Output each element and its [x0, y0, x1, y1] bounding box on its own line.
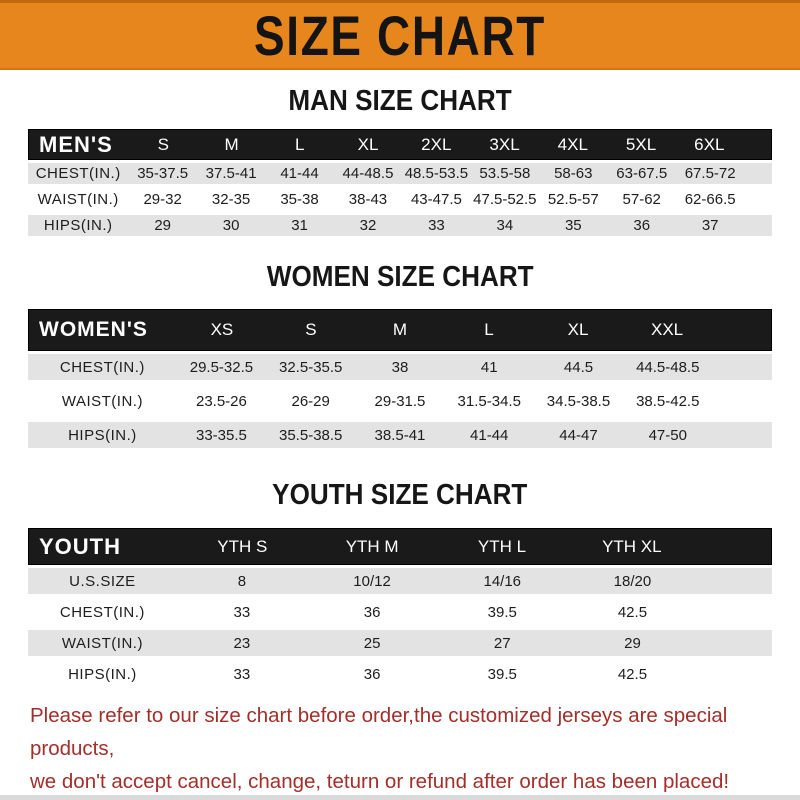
size-value-cell: 35-37.5 — [137, 165, 189, 182]
table-row — [28, 422, 772, 448]
size-column-header: YTH L — [477, 536, 527, 556]
table-header-bar — [28, 129, 772, 160]
size-column-header: 6XL — [694, 134, 725, 154]
size-value-cell: 33 — [233, 603, 251, 621]
size-value-cell: 33 — [233, 665, 251, 683]
size-value-cell: 44.5 — [563, 358, 594, 376]
size-value-cell: 10/12 — [353, 572, 391, 590]
table-row — [28, 354, 772, 380]
table-header-bar — [28, 309, 772, 351]
table-corner-label: YOUTH — [39, 533, 121, 559]
size-value-cell: 41-44 — [280, 165, 319, 182]
size-value-cell: 34 — [496, 217, 514, 234]
size-value-cell: 8 — [237, 572, 247, 590]
table-corner-label: MEN'S — [39, 131, 113, 157]
size-value-cell: 38 — [391, 358, 409, 376]
size-value-cell: 42.5 — [617, 603, 648, 621]
size-value-cell: 44.5-48.5 — [636, 358, 700, 376]
size-column-header: 2XL — [421, 134, 452, 154]
size-value-cell: 23.5-26 — [195, 392, 247, 410]
size-value-cell: 67.5-72 — [684, 165, 736, 182]
table-row — [28, 163, 772, 184]
note-line-2: we don't accept cancel, change, teturn or refund after order has been placed! — [30, 770, 730, 794]
youth-section-heading-text: YOUTH SIZE CHART — [272, 479, 528, 511]
men-section-heading-text: MAN SIZE CHART — [288, 85, 512, 117]
row-label: WAIST(IN.) — [37, 191, 119, 208]
row-label: CHEST(IN.) — [59, 603, 145, 621]
size-value-cell: 25 — [363, 634, 381, 652]
women-size-table — [28, 309, 772, 448]
women-section-heading-text: WOMEN SIZE CHART — [266, 261, 534, 293]
size-column-header: XL — [357, 134, 379, 154]
size-value-cell: 53.5-58 — [479, 165, 531, 182]
size-value-cell: 35-38 — [280, 191, 319, 208]
size-value-cell: 29-31.5 — [374, 392, 426, 410]
size-value-cell: 36 — [633, 217, 651, 234]
size-value-cell: 18/20 — [613, 572, 652, 590]
size-column-header: YTH M — [345, 536, 399, 556]
size-value-cell: 47.5-52.5 — [473, 191, 537, 208]
size-value-cell: 44-47 — [559, 426, 598, 444]
youth-section-heading — [0, 481, 800, 510]
table-row — [28, 661, 772, 687]
row-label: WAIST(IN.) — [61, 392, 143, 410]
section-women — [0, 263, 800, 448]
youth-size-table — [28, 528, 772, 687]
size-column-header: S — [305, 320, 317, 339]
row-label: HIPS(IN.) — [68, 426, 137, 444]
size-value-cell: 39.5 — [487, 665, 517, 683]
size-value-cell: 43-47.5 — [410, 191, 462, 208]
size-column-header: 4XL — [557, 134, 588, 154]
size-value-cell: 29-32 — [143, 191, 182, 208]
row-label: WAIST(IN.) — [61, 634, 143, 652]
size-column-header: L — [484, 320, 494, 339]
row-label: HIPS(IN.) — [43, 217, 113, 234]
bottom-strip — [0, 795, 800, 800]
footer-note — [0, 699, 800, 799]
size-value-cell: 39.5 — [487, 603, 517, 621]
size-column-header: M — [224, 134, 239, 154]
row-label: HIPS(IN.) — [68, 665, 137, 683]
table-corner-label: WOMEN'S — [39, 318, 148, 341]
row-label: CHEST(IN.) — [59, 358, 145, 376]
size-value-cell: 29 — [154, 217, 171, 234]
size-column-header: XXL — [650, 320, 684, 339]
size-value-cell: 48.5-53.5 — [404, 165, 469, 182]
table-row — [28, 568, 772, 594]
size-value-cell: 27 — [493, 634, 511, 652]
size-value-cell: 58-63 — [554, 165, 593, 182]
size-value-cell: 63-67.5 — [616, 165, 668, 182]
size-value-cell: 47-50 — [648, 426, 687, 444]
size-value-cell: 36 — [363, 603, 381, 621]
women-section-heading — [0, 263, 800, 292]
size-column-header: YTH XL — [602, 536, 662, 556]
size-value-cell: 57-62 — [622, 191, 661, 208]
size-value-cell: 37.5-41 — [205, 165, 257, 182]
size-value-cell: 23 — [233, 634, 251, 652]
size-value-cell: 38-43 — [348, 191, 388, 208]
men-size-table — [28, 129, 772, 236]
size-value-cell: 31.5-34.5 — [457, 392, 521, 410]
row-label: CHEST(IN.) — [35, 165, 121, 182]
size-value-cell: 52.5-57 — [547, 191, 599, 208]
section-men — [0, 87, 800, 236]
size-value-cell: 29.5-32.5 — [189, 358, 254, 376]
size-value-cell: 33 — [428, 217, 445, 234]
size-column-header: 3XL — [489, 134, 520, 154]
row-label: U.S.SIZE — [69, 572, 136, 590]
table-row — [28, 189, 772, 210]
size-column-header: M — [392, 320, 408, 339]
note-line-1: Please refer to our size chart before order,the customized jerseys are special products, — [30, 704, 728, 761]
size-value-cell: 44-48.5 — [342, 165, 394, 182]
size-column-header: S — [157, 134, 169, 154]
size-value-cell: 42.5 — [617, 665, 648, 683]
size-value-cell: 36 — [363, 665, 381, 683]
table-row — [28, 599, 772, 625]
size-value-cell: 37 — [701, 217, 719, 234]
size-value-cell: 35 — [564, 217, 582, 234]
size-value-cell: 32.5-35.5 — [279, 358, 343, 376]
size-value-cell: 38.5-42.5 — [636, 392, 700, 410]
table-row — [28, 388, 772, 414]
size-value-cell: 34.5-38.5 — [546, 392, 611, 410]
men-section-heading — [0, 87, 800, 116]
table-row — [28, 630, 772, 656]
size-value-cell: 32 — [359, 217, 377, 234]
banner-title: SIZE CHART — [254, 3, 546, 67]
size-column-header: 5XL — [625, 134, 657, 154]
size-value-cell: 33-35.5 — [195, 426, 247, 444]
size-value-cell: 31 — [291, 217, 308, 234]
size-value-cell: 35.5-38.5 — [279, 426, 343, 444]
size-value-cell: 41-44 — [470, 426, 509, 444]
size-value-cell: 30 — [222, 217, 240, 234]
table-row — [28, 215, 772, 236]
size-column-header: YTH S — [217, 536, 268, 556]
size-value-cell: 38.5-41 — [374, 426, 426, 444]
size-column-header: L — [295, 134, 305, 154]
size-value-cell: 62-66.5 — [684, 191, 736, 208]
banner — [0, 0, 800, 70]
size-column-header: XS — [210, 320, 234, 339]
size-value-cell: 41 — [480, 358, 498, 376]
size-value-cell: 14/16 — [483, 572, 522, 590]
section-youth — [0, 481, 800, 687]
table-header-bar — [28, 528, 772, 565]
size-value-cell: 29 — [624, 634, 641, 652]
size-value-cell: 32-35 — [211, 191, 251, 208]
size-value-cell: 26-29 — [291, 392, 330, 410]
size-column-header: XL — [567, 320, 589, 339]
